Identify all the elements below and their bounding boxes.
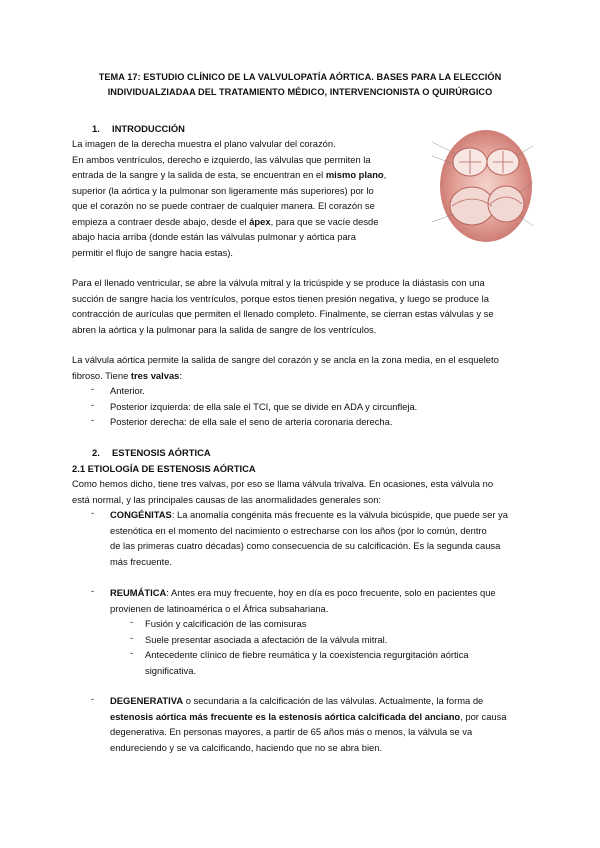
para3-line-2: fibroso. Tiene tres valvas: <box>72 369 182 381</box>
degenerative-line-3: degenerativa. En personas mayores, a partir de 65 años más o menos, la válvula se va <box>110 726 473 737</box>
list-dash: - <box>91 693 95 704</box>
section-1-heading: INTRODUCCIÓN <box>112 123 185 134</box>
congenital-line-1: CONGÉNITAS: La anomalía congénita más frecuente es la válvula bicúspide, que puede ser ya <box>110 509 508 520</box>
list-dash: - <box>91 507 95 518</box>
degenerative-line-4: endureciendo y se va calcificando, haciendo que no se abra bien. <box>110 741 383 753</box>
list-dash: - <box>91 398 95 410</box>
intro-line-3: entrada de la sangre y la salida de esta, se encuentran en el mismo plano, <box>72 169 387 180</box>
valve-item-anterior: Anterior. <box>110 385 145 396</box>
para2-line-1: Para el llenado ventricular, se abre la válvula mitral y la tricúspide y se produce la diástasis con una <box>72 277 485 288</box>
rheumatic-sub-3b: significativa. <box>145 664 197 676</box>
rheumatic-sub-2: Suele presentar asociada a afectación de la válvula mitral. <box>145 633 388 645</box>
list-dash: - <box>91 383 95 394</box>
rheumatic-sub-1: Fusión y calcificación de las comisuras <box>145 618 307 629</box>
degenerative-line-2: estenosis aórtica más frecuente es la estenosis aórtica calcificada del anciano, por causa <box>110 710 507 722</box>
intro-line-6: empieza a contraer desde abajo, desde el ápex, para que se vacíe desde <box>72 215 379 227</box>
intro-line-7: abajo hacia arriba (donde están las válvulas pulmonar y aórtica para <box>72 231 357 242</box>
para2-line-3: contracción de aurículas que permiten el llenado completo. Finalmente, se cierran estas válvulas y se <box>72 308 494 319</box>
intro-line-8: permitir el flujo de sangre hacia estas). <box>72 246 234 258</box>
list-dash: - <box>130 631 134 643</box>
congenital-line-4: más frecuente. <box>110 555 173 567</box>
para2-line-2: succión de sangre hacia los ventrículos, porque estos tienen presión negativa, y luego se produce la <box>72 292 489 304</box>
intro-line-2: En ambos ventrículos, derecho e izquierdo, las válvulas que permiten la <box>72 153 371 165</box>
rheumatic-line-1: REUMÁTICA: Antes era muy frecuente, hoy en día es poco frecuente, solo en pacientes que <box>110 587 496 598</box>
section-2-heading: ESTENOSIS AÓRTICA <box>112 447 211 458</box>
degenerative-line-1: DEGENERATIVA o secundaria a la calcificación de las válvulas. Actualmente, la forma de <box>110 695 484 706</box>
section-2-number: 2. <box>92 447 100 458</box>
valve-item-posterior-left: Posterior izquierda: de ella sale el TCI, que se divide en ADA y circunfleja. <box>110 400 418 412</box>
list-dash: - <box>130 616 134 627</box>
intro-line-5: que el corazón no se puede contraer de cualquier manera. El corazón se <box>72 200 375 211</box>
para2-line-4: abren la aórtica y la pulmonar para la salida de sangre de los ventrículos. <box>72 323 377 335</box>
rheumatic-line-2: provienen de latinoamérica o el África subsahariana. <box>110 602 329 614</box>
heart-valve-image <box>430 122 535 244</box>
intro-line-4: superior (la aórtica y la pulmonar son ligeramente más superiores) por lo <box>72 184 374 196</box>
congenital-line-2: estenótica en el momento del nacimiento o estrecharse con los años (por lo común, dentro <box>110 524 487 536</box>
list-dash: - <box>91 414 95 425</box>
list-dash: - <box>91 585 95 596</box>
rheumatic-sub-3a: Antecedente clínico de fiebre reumática y la coexistencia regurgitación aórtica <box>145 649 469 660</box>
para3-line-1: La válvula aórtica permite la salida de sangre del corazón y se ancla en la zona media, en el esqueleto <box>72 354 499 365</box>
subsection-2-1-heading: 2.1 ETIOLOGÍA DE ESTENOSIS AÓRTICA <box>72 462 256 474</box>
document-title: TEMA 17: ESTUDIO CLÍNICO DE LA VALVULOPATÍA AÓRTICA. BASES PARA LA ELECCIÓN INDIVIDUALZIADAA DEL TRATAMIENTO MÉDICO, INTERVENCIONISTA O QUIRÚRGICO <box>98 72 502 97</box>
list-dash: - <box>130 647 134 658</box>
section-1-number: 1. <box>92 123 100 134</box>
congenital-line-3: de las primeras cuatro décadas) como consecuencia de su calcificación. Es la segunda causa <box>110 540 501 551</box>
valve-item-posterior-right: Posterior derecha: de ella sale el seno de arteria coronaria derecha. <box>110 416 393 427</box>
intro-line-1: La imagen de la derecha muestra el plano valvular del corazón. <box>72 138 336 149</box>
etiology-intro-line-1: Como hemos dicho, tiene tres valvas, por eso se llama válvula trivalva. En ocasiones, esta válvula no <box>72 478 494 489</box>
etiology-intro-line-2: está normal, y las principales causas de las anormalidades generales son: <box>72 493 382 505</box>
